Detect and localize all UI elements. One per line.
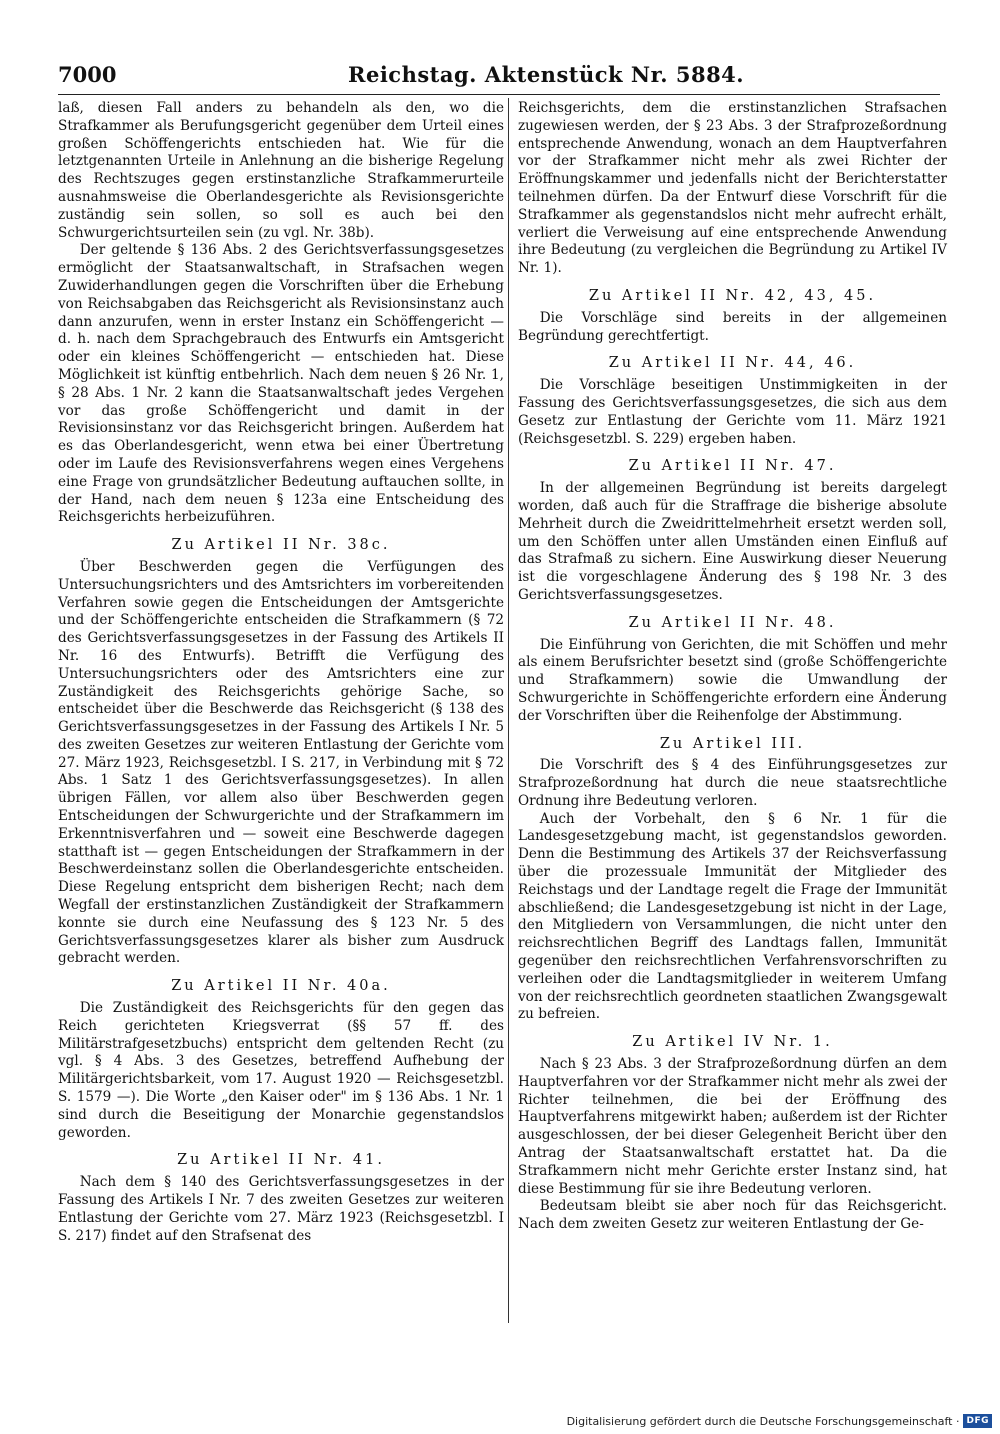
paragraph: Die Vorschläge sind bereits in der allgemeinen Begründung gerechtfertigt. xyxy=(518,309,947,344)
left-column xyxy=(58,100,504,1245)
section-heading: Zu Artikel II Nr. 48. xyxy=(628,614,837,631)
section-heading: Zu Artikel II Nr. 44, 46. xyxy=(608,355,857,372)
section-heading: Zu Artikel II Nr. 42, 43, 45. xyxy=(588,287,877,304)
credit-text: Digitalisierung gefördert durch die Deutsche Forschungsgemeinschaft · xyxy=(566,1414,960,1428)
paragraph: Die Einführung von Gerichten, die mit Schöffen und mehr als einem Berufsrichter besetzt sind (große Schöffengerichte und Strafkammern) sowie die Umwandlung der Schwurgerichte in Schöffengerichte erfordern eine Änderung der Vorschriften über die Reihenfolge der Abstimmung. xyxy=(518,636,947,724)
section-heading: Zu Artikel IV Nr. 1. xyxy=(632,1034,833,1051)
paragraph: Bedeutsam bleibt sie aber noch für das Reichsgericht. Nach dem zweiten Gesetz zur weiteren Entlastung der Ge- xyxy=(518,1198,947,1233)
paragraph: laß, diesen Fall anders zu behandeln als den, wo die Strafkammer als Berufungsgericht gegenüber dem Urteil eines großen Schöffengerichts entschieden hat. Wie für die letztgenannten Urteile in Anlehnung an die bisherige Regelung des Rechtszuges gegen erstinstanzliche Strafkammerurteile ausnahmsweise die Oberlandesgerichte als Revisionsgerichte zuständig sein sollen, so soll es auch bei den Schwurgerichtsurteilen sein (zu vgl. Nr. 38b). xyxy=(58,100,504,241)
digitization-credit xyxy=(567,1414,992,1428)
paragraph: Nach § 23 Abs. 3 der Strafprozeßordnung dürfen an dem Hauptverfahren vor der Strafkammer nicht mehr als zwei der Richter teilnehmen, die bei der Eröffnung des Hauptverfahrens mitgewirkt haben; außerdem ist der Richter ausgeschlossen, der bei dieser Gelegenheit Bericht über den Antrag der Staatsanwaltschaft erstattet hat. Da die Strafkammern nicht mehr Gerichte erster Instanz sind, hat diese Bestimmung für sie ihre Bedeutung verloren. xyxy=(518,1056,947,1197)
paragraph: In der allgemeinen Begründung ist bereits dargelegt worden, daß auch für die Straffrage die bisherige absolute Mehrheit durch die Zweidrittelmehrheit ersetzt werden soll, um den Schöffen unter allen Umständen einen Einfluß auf das Strafmaß zu sichern. Eine Auswirkung dieser Neuerung ist die vorgeschlagene Änderung des § 198 Nr. 3 des Gerichtsverfassungsgesetzes. xyxy=(518,480,947,603)
page-header xyxy=(58,62,938,88)
dfg-logo: DFG xyxy=(963,1414,992,1428)
section-heading: Zu Artikel III. xyxy=(659,735,806,752)
paragraph: Der geltende § 136 Abs. 2 des Gerichtsverfassungsgesetzes ermöglicht der Staatsanwaltschaft, in Strafsachen wegen Zuwiderhandlungen gegen die Vorschriften über die Erhebung von Reichsabgaben das Reichsgericht als Revisionsinstanz auch dann anzurufen, wenn in erster Instanz ein Schöffengericht — d. h. nach dem Sprachgebrauch des Entwurfs ein Amtsgericht oder ein kleines Schöffengericht — entschieden hat. Diese Möglichkeit ist künftig entbehrlich. Nach dem neuen § 26 Nr. 1, § 28 Abs. 1 Nr. 2 kann die Staatsanwaltschaft jedes Vergehen vor das große Schöffengericht und damit in der Revisionsinstanz vor das Reichsgericht bringen. Außerdem hat es das Oberlandesgericht, wenn etwa bei einer Übertretung oder im Laufe des Revisionsverfahrens wegen eines Vergehens eine Frage von grundsätzlicher Bedeutung auftauchen sollte, in der Hand, nach dem neuen § 123a eine Entscheidung des Reichsgerichts herbeizuführen. xyxy=(58,242,504,526)
paragraph: Über Beschwerden gegen die Verfügungen des Untersuchungsrichters und des Amtsrichters im vorbereitenden Verfahren sowie gegen die Entscheidungen der Amtsgerichte und der Schöffengerichte entscheiden die Strafkammern (§ 72 des Gerichtsverfassungsgesetzes in der Fassung des Artikels II Nr. 16 des Entwurfs). Betrifft die Verfügung des Untersuchungsrichters oder des Amtsrichters eine zur Zuständigkeit des Reichsgerichts gehörige Sache, so entscheidet über die Beschwerde das Reichsgericht (§ 138 des Gerichtsverfassungsgesetzes in der Fassung des Artikels I Nr. 5 des zweiten Gesetzes zur weiteren Entlastung der Gerichte vom 27. März 1923, Reichsgesetzbl. I S. 217, in Verbindung mit § 72 Abs. 1 Satz 1 des Gerichtsverfassungsgesetzes). In allen übrigen Fällen, vor allem also über Beschwerden gegen Entscheidungen der Schwurgerichte und der Strafkammern im Erkenntnisverfahren und — soweit eine Beschwerde dagegen statthaft ist — gegen Entscheidungen der Strafkammern in der Beschwerdeinstanz sollen die Oberlandesgerichte entscheiden. Diese Regelung entspricht dem bisherigen Recht; nach dem Wegfall der erstinstanzlichen Zuständigkeit der Strafkammern konnte sie durch eine Neufassung des § 123 Nr. 5 des Gerichtsverfassungsgesetzes klarer als bisher zum Ausdruck gebracht werden. xyxy=(58,558,504,967)
paragraph: Reichsgerichts, dem die erstinstanzlichen Strafsachen zugewiesen werden, der § 23 Abs. 3 der Strafprozeßordnung entsprechende Anwendung, wonach an dem Hauptverfahren vor der Strafkammer nicht mehr als zwei Richter der Eröffnungskammer und jedenfalls nicht der Berichterstatter teilnehmen dürfen. Da der Entwurf diese Vorschrift für die Strafkammer als gegenstandslos nicht mehr aufrecht erhält, verliert die Verweisung auf eine entsprechende Anwendung ihre Bedeutung (zu vergleichen die Begründung zu Artikel IV Nr. 1). xyxy=(518,100,947,277)
running-title: Reichstag. Aktenstück Nr. 5884. xyxy=(348,62,745,87)
paragraph: Die Vorschläge beseitigen Unstimmigkeiten in der Fassung des Gerichtsverfassungsgesetzes, die sich aus dem Gesetz zur Entlastung der Gerichte vom 11. März 1921 (Reichsgesetzbl. S. 229) ergeben haben. xyxy=(518,377,947,447)
header-rule xyxy=(58,94,940,95)
section-heading: Zu Artikel II Nr. 38c. xyxy=(171,537,391,554)
section-heading: Zu Artikel II Nr. 47. xyxy=(628,458,837,475)
section-heading: Zu Artikel II Nr. 40a. xyxy=(171,978,391,995)
paragraph: Auch der Vorbehalt, den § 6 Nr. 1 für die Landesgesetzgebung macht, ist gegenstandslos geworden. Denn die Bestimmung des Artikels 37 der Reichsverfassung über die prozessuale Immunität der Mitglieder des Reichstags und der Landtage regelt die Frage der Immunität abschließend; die Landesgesetzgebung ist nicht in der Lage, den Mitgliedern von Versammlungen, die nicht unter den reichsrechtlichen Begriff des Landtags fallen, Immunität gegenüber den reichsrechtlichen Verfahrensvorschriften zu verleihen oder die Landtagsmitglieder in weiterem Umfang von der reichsrechtlich geordneten staatlichen Zwangsgewalt zu befreien. xyxy=(518,810,947,1023)
right-column xyxy=(518,100,947,1234)
paragraph: Nach dem § 140 des Gerichtsverfassungsgesetzes in der Fassung des Artikels I Nr. 7 des zweiten Gesetzes zur weiteren Entlastung der Gerichte vom 27. März 1923 (Reichsgesetzbl. I S. 217) findet auf den Strafsenat des xyxy=(58,1174,504,1244)
paragraph: Die Zuständigkeit des Reichsgerichts für den gegen das Reich gerichteten Kriegsverrat (§§ 57 ff. des Militärstrafgesetzbuchs) entspricht dem geltenden Recht (zu vgl. § 4 Abs. 3 des Gesetzes, betreffend Aufhebung der Militärgerichtsbarkeit, vom 17. August 1920 — Reichsgesetzbl. S. 1579 —). Die Worte „den Kaiser oder" im § 136 Abs. 1 Nr. 1 sind durch die Beseitigung der Monarchie gegenstandslos geworden. xyxy=(58,1000,504,1141)
section-heading: Zu Artikel II Nr. 41. xyxy=(177,1152,385,1169)
column-divider xyxy=(508,98,509,1323)
paragraph: Die Vorschrift des § 4 des Einführungsgesetzes zur Strafprozeßordnung hat durch die neue staatsrechtliche Ordnung ihre Bedeutung verloren. xyxy=(518,757,947,809)
page-number: 7000 xyxy=(58,62,117,87)
